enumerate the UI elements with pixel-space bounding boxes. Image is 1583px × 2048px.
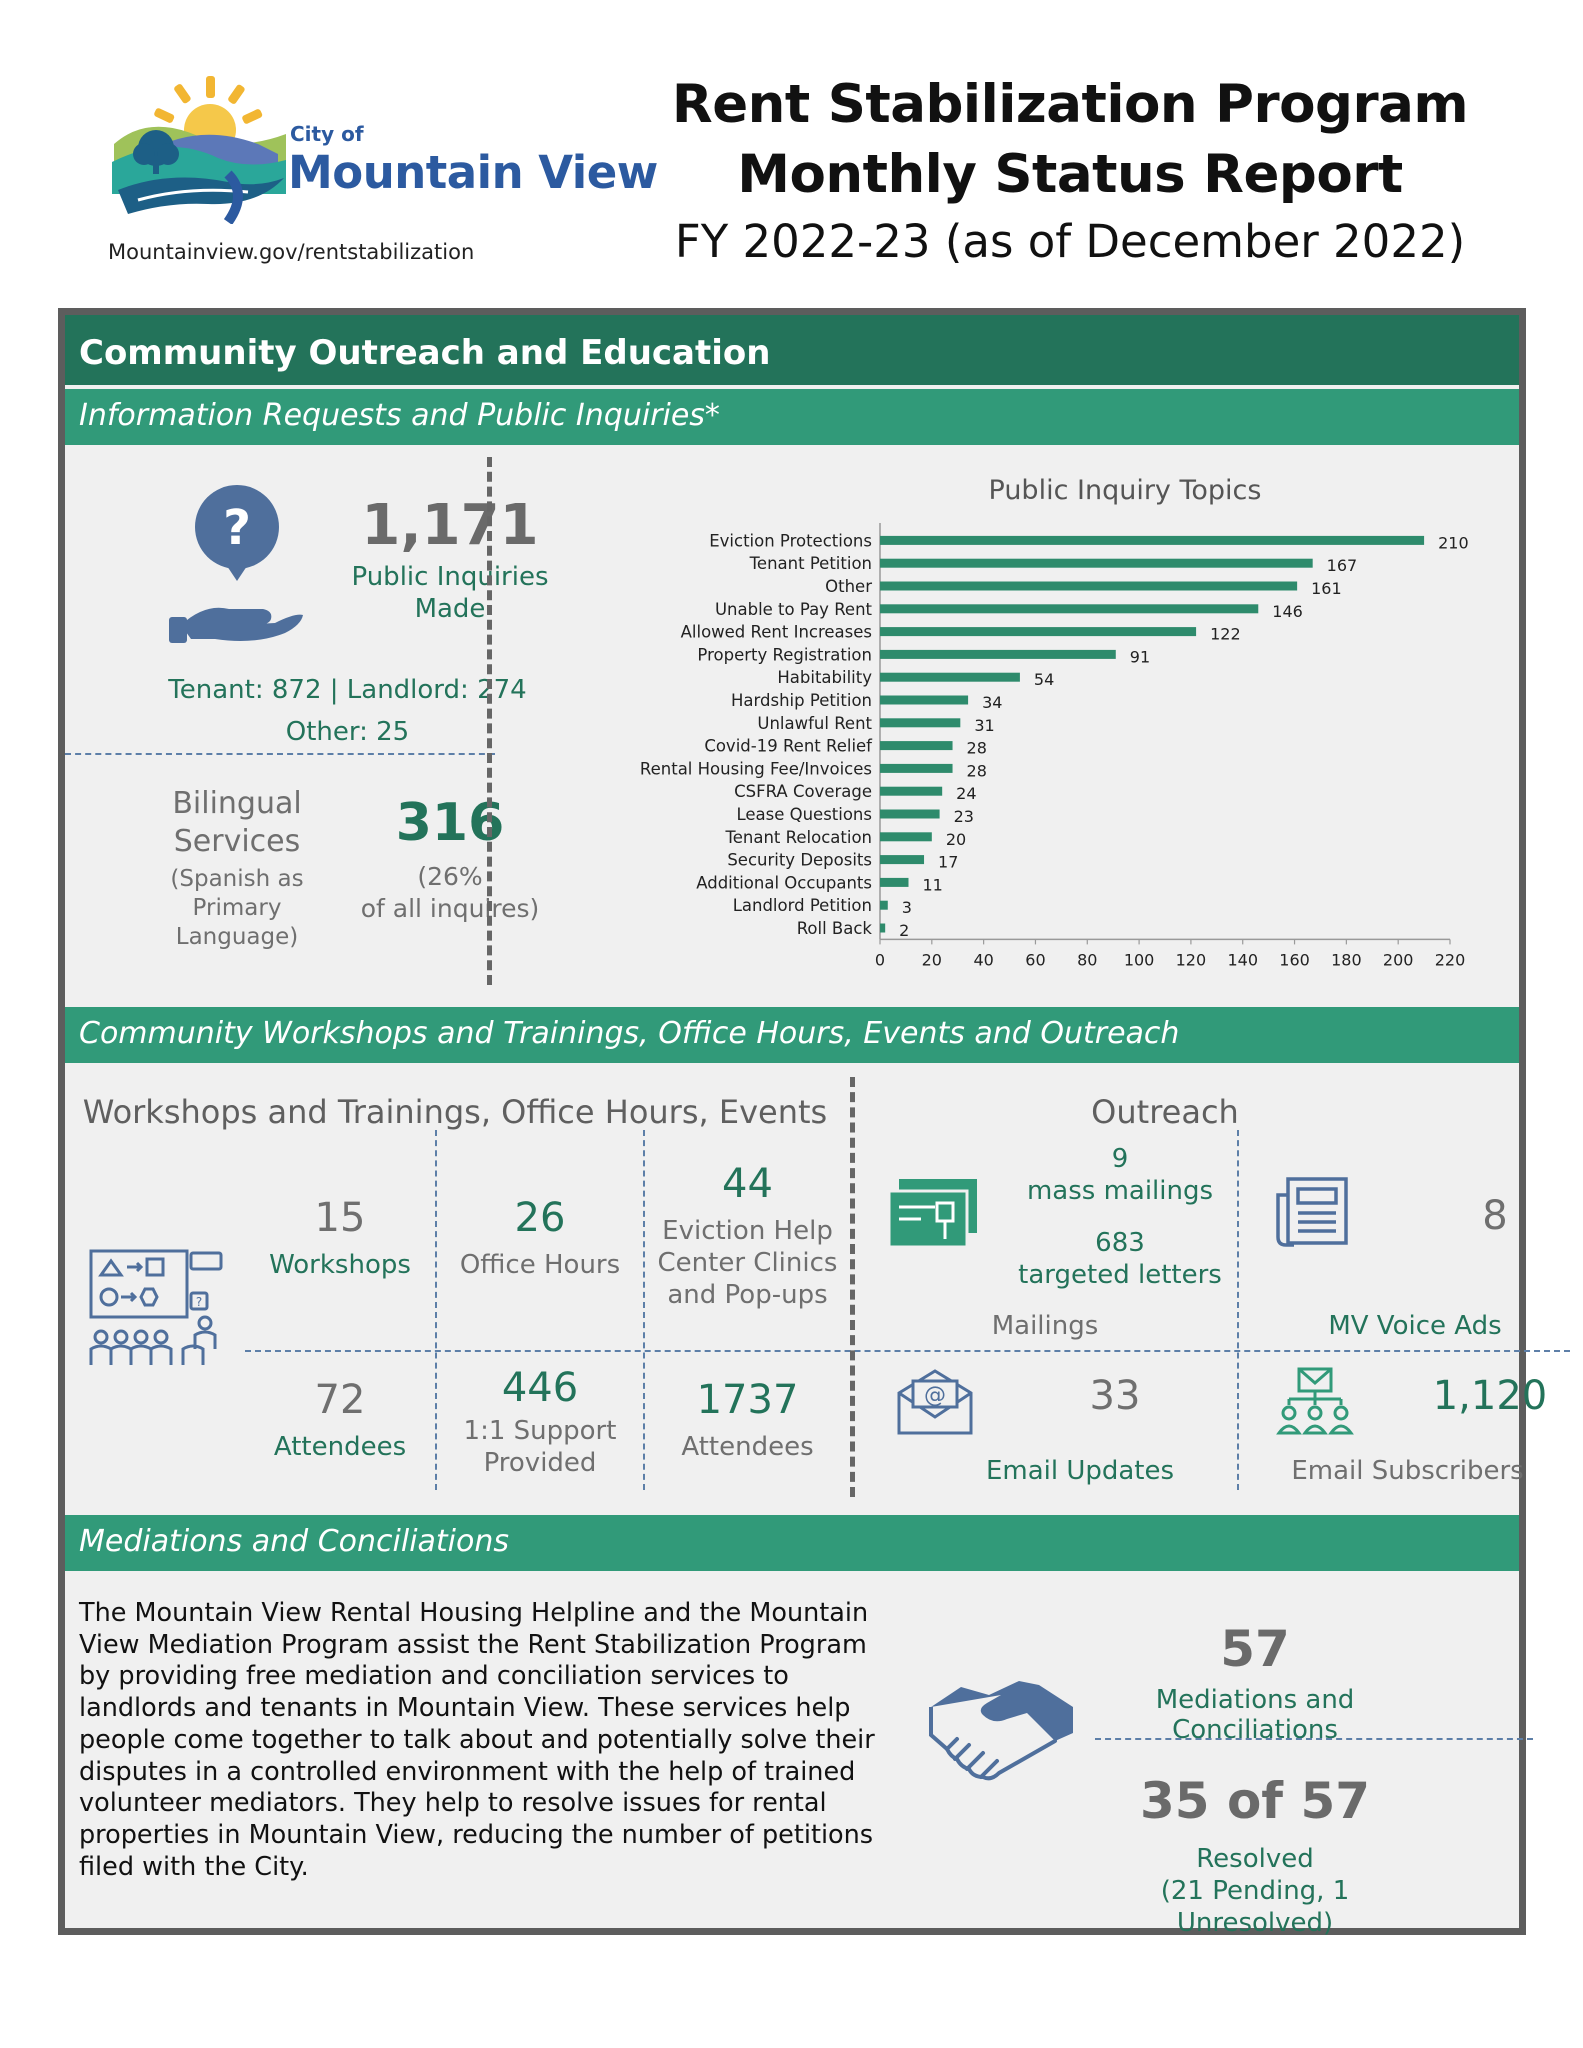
mailbox-icon	[885, 1175, 981, 1251]
bar	[880, 810, 940, 819]
mass-mailings	[1005, 1143, 1235, 1207]
bilingual-label-line-2: Services	[173, 824, 301, 859]
x-tick-label: 200	[1382, 950, 1414, 970]
support-label-line-2: Provided	[483, 1448, 597, 1478]
targeted-label: targeted letters	[1018, 1260, 1222, 1290]
bar	[880, 650, 1116, 659]
x-tick-label: 0	[874, 950, 886, 970]
x-tick-label: 100	[1123, 950, 1155, 970]
newspaper-icon	[1272, 1175, 1352, 1251]
data-label: 11	[922, 875, 943, 895]
data-label: 34	[982, 693, 1003, 712]
x-tick-label: 140	[1227, 950, 1259, 970]
category-label: Additional Occupants	[696, 873, 872, 893]
category-label: CSFRA Coverage	[734, 782, 872, 802]
svg-text:?: ?	[195, 1295, 203, 1309]
report-title	[640, 70, 1500, 274]
clinics-value: 44	[722, 1161, 773, 1207]
bar	[880, 718, 960, 727]
other-inquiries: Other: 25	[285, 717, 410, 747]
title-line-3: FY 2022-23 (as of December 2022)	[674, 215, 1466, 268]
section2-divider	[850, 1077, 855, 1497]
office-hours-cell	[437, 1195, 643, 1281]
voice-ads-value: 8	[1482, 1193, 1508, 1239]
voice-ads-label: MV Voice Ads	[1328, 1311, 1502, 1341]
office-hours-value: 26	[514, 1195, 566, 1241]
support-label	[437, 1415, 643, 1479]
chart-title: Public Inquiry Topics	[988, 475, 1262, 506]
bilingual-sub-line-3: Language)	[175, 924, 299, 950]
inquiries-label	[330, 561, 570, 625]
bar	[880, 787, 942, 796]
category-label: Lease Questions	[736, 805, 872, 824]
bar	[880, 924, 885, 933]
mediations-total-label: Mediations and Conciliations	[1155, 1685, 1355, 1745]
support-cell	[437, 1365, 643, 1479]
question-hand-icon	[125, 477, 305, 647]
information-requests-band: Information Requests and Public Inquiries*	[65, 389, 1519, 445]
mediations-description: The Mountain View Rental Housing Helpline and the Mountain View Mediation Program assist the Rent Stabilization Program by providing free mediation and conciliation services to landlords and tenants in Mountain View. These services help people come together to talk about and potentially solve their disputes in a controlled environment with the help of trained volunteer mediators. They help to resolve issues for rental properties in Mountain View, reducing the number of petitions filed with the City.	[79, 1598, 875, 1882]
site-url[interactable]: Mountainview.gov/rentstabilization	[108, 240, 475, 264]
x-tick-label: 40	[973, 950, 994, 970]
attendees2-value: 1737	[696, 1377, 799, 1423]
resolved-label-line-2: (21 Pending, 1 Unresolved)	[1160, 1876, 1350, 1938]
workshops-label: Workshops	[269, 1250, 411, 1280]
email-updates-label: Email Updates	[985, 1456, 1175, 1486]
inquiries-label-line-2: Made	[414, 594, 486, 624]
mediations-resolved: 35 of 57	[1139, 1772, 1371, 1830]
bilingual-pct-line-2: of all inquires)	[360, 894, 540, 923]
title-line-1: Rent Stabilization Program	[671, 74, 1469, 135]
section1-divider	[487, 457, 492, 985]
data-label: 28	[966, 738, 987, 758]
data-label: 3	[901, 898, 912, 918]
bar	[880, 901, 888, 910]
category-label: Security Deposits	[727, 850, 872, 870]
clinics-cell	[645, 1161, 850, 1311]
outreach-education-heading: Community Outreach and Education	[65, 315, 1519, 385]
inquiries-divider	[65, 753, 495, 755]
inquiries-label-line-1: Public Inquiries	[351, 562, 549, 592]
svg-text:@: @	[924, 1383, 946, 1408]
resolved-label-line-1: Resolved	[1196, 1844, 1314, 1874]
clinics-label-line-2: Center Clinics	[657, 1248, 838, 1278]
mediations-band: Mediations and Conciliations	[65, 1515, 1519, 1571]
workshops-cell	[245, 1195, 435, 1281]
bar	[880, 582, 1297, 591]
mediations-resolved-label	[1095, 1843, 1415, 1939]
category-label: Covid-19 Rent Relief	[704, 736, 872, 756]
data-label: 146	[1272, 601, 1303, 621]
outreach-heading: Outreach	[1091, 1093, 1239, 1131]
bilingual-label-line-1: Bilingual	[172, 786, 302, 821]
bar	[880, 741, 953, 750]
data-label: 24	[956, 784, 977, 804]
mass-mailings-label: mass mailings	[1026, 1176, 1214, 1206]
report-frame	[58, 308, 1548, 1938]
attendees-cell	[245, 1377, 435, 1463]
data-label: 161	[1311, 579, 1342, 598]
bilingual-sub-line-1: (Spanish as	[170, 866, 304, 892]
inquiries-total: 1,171	[361, 493, 539, 558]
mountain-view-logo-icon	[108, 74, 288, 224]
logo-city-text: City of	[290, 122, 364, 146]
data-label: 31	[974, 715, 995, 735]
svg-text:?: ?	[223, 500, 251, 556]
subscribers-icon	[1275, 1365, 1355, 1437]
category-label: Other	[825, 577, 872, 596]
attendees-value: 72	[314, 1377, 366, 1423]
tenant-landlord-split: Tenant: 872 | Landlord: 274	[168, 675, 527, 705]
bar	[880, 764, 953, 773]
workshops-row-divider	[245, 1350, 1570, 1352]
support-label-line-1: 1:1 Support	[463, 1416, 617, 1446]
category-label: Unlawful Rent	[757, 713, 872, 733]
data-label: 210	[1438, 533, 1469, 553]
bilingual-pct-line-1: (26%	[417, 862, 483, 891]
bar	[880, 559, 1313, 568]
bar	[880, 855, 924, 864]
category-label: Tenant Relocation	[725, 827, 872, 847]
email-updates-value: 33	[1089, 1373, 1141, 1419]
bilingual-value: 316	[395, 793, 505, 853]
x-tick-label: 160	[1279, 950, 1310, 970]
category-label: Landlord Petition	[732, 896, 872, 916]
data-label: 28	[966, 761, 987, 781]
bar	[880, 878, 909, 887]
bar	[880, 627, 1196, 636]
x-tick-label: 180	[1331, 950, 1362, 970]
title-line-2: Monthly Status Report	[737, 144, 1403, 205]
subscribers-value: 1,120	[1432, 1373, 1548, 1419]
category-label: Tenant Petition	[749, 554, 872, 574]
attendees2-cell	[645, 1377, 850, 1463]
category-label: Allowed Rent Increases	[680, 622, 872, 642]
support-value: 446	[501, 1365, 579, 1411]
bilingual-label	[117, 785, 357, 861]
workshops-heading: Workshops and Trainings, Office Hours, Events	[82, 1093, 828, 1131]
handshake-icon	[927, 1673, 1077, 1783]
bar	[880, 536, 1424, 545]
category-label: Roll Back	[796, 919, 872, 938]
workshops-band: Community Workshops and Trainings, Office Hours, Events and Outreach	[65, 1007, 1519, 1063]
workshops-value: 15	[314, 1195, 366, 1241]
clinics-label-line-1: Eviction Help	[662, 1216, 833, 1246]
data-label: 167	[1326, 556, 1358, 576]
attendees2-label: Attendees	[681, 1432, 814, 1462]
bar	[880, 832, 932, 841]
category-label: Eviction Protections	[709, 531, 872, 551]
mediations-total: 57	[1220, 1620, 1290, 1678]
workshop-people-icon	[87, 1245, 227, 1385]
x-tick-label: 20	[921, 950, 942, 970]
category-label: Habitability	[777, 668, 872, 688]
mediations-divider	[1095, 1738, 1533, 1740]
outreach-col-divider	[1237, 1130, 1239, 1490]
data-label: 17	[938, 852, 959, 872]
bar	[880, 696, 968, 705]
public-inquiry-topics-chart	[595, 457, 1515, 977]
data-label: 2	[899, 921, 910, 940]
targeted-letters	[1005, 1227, 1235, 1291]
clinics-label-line-3: and Pop-ups	[667, 1280, 828, 1310]
bar	[880, 673, 1020, 682]
bilingual-sub	[117, 865, 357, 952]
category-label: Property Registration	[697, 645, 872, 665]
data-label: 122	[1210, 624, 1241, 644]
data-label: 54	[1033, 670, 1055, 690]
targeted-value: 683	[1095, 1228, 1145, 1258]
attendees-label: Attendees	[273, 1432, 407, 1462]
category-label: Rental Housing Fee/Invoices	[639, 759, 872, 779]
data-label: 91	[1129, 647, 1151, 667]
bar	[880, 604, 1258, 613]
data-label: 20	[945, 829, 967, 849]
bilingual-sub-line-2: Primary	[192, 895, 282, 921]
clinics-label	[645, 1215, 850, 1311]
x-tick-label: 220	[1434, 950, 1466, 970]
category-label: Unable to Pay Rent	[714, 599, 872, 619]
subscribers-label: Email Subscribers	[1291, 1456, 1524, 1486]
x-tick-label: 80	[1077, 950, 1098, 970]
office-hours-label: Office Hours	[459, 1250, 621, 1280]
x-tick-label: 60	[1025, 950, 1046, 970]
mass-mailings-value: 9	[1111, 1144, 1129, 1174]
data-label: 23	[953, 807, 974, 826]
category-label: Hardship Petition	[730, 691, 872, 710]
logo-name-text: Mountain View	[288, 146, 658, 199]
email-icon	[895, 1367, 975, 1437]
city-logo	[108, 74, 658, 224]
mailings-label: Mailings	[991, 1311, 1099, 1341]
bilingual-pct	[325, 861, 575, 925]
x-tick-label: 120	[1175, 950, 1207, 970]
